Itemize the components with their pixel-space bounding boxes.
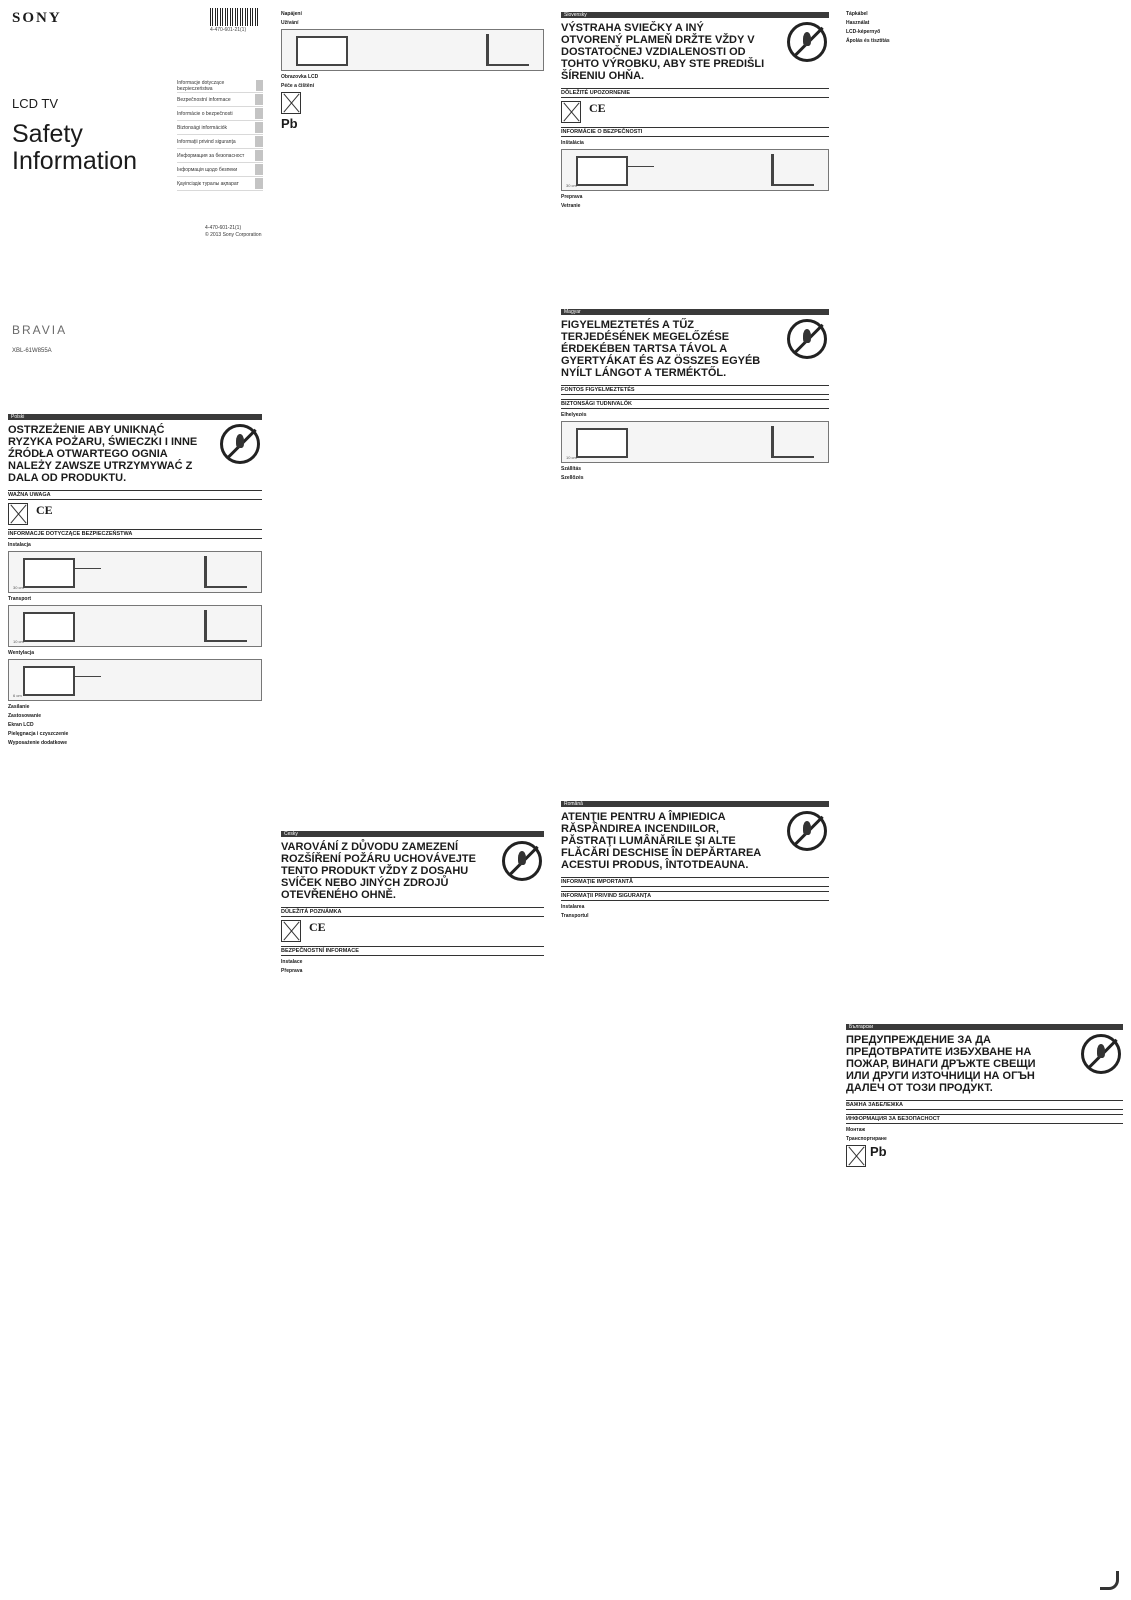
minor-heading: Obrazovka LCD (281, 74, 319, 80)
language-bar: Slovensky (561, 12, 829, 18)
document-code: 4-470-601-21(1) (205, 225, 242, 231)
warning-block (561, 22, 829, 82)
safety-info-heading: INFORMACJE DOTYCZĄCE BEZPIECZEŃSTWA (8, 529, 262, 539)
minor-heading: Užívání (281, 20, 299, 26)
minor-heading: Transportul (561, 913, 589, 919)
warning-heading: VÝSTRAHA SVIEČKY A INÝ OTVORENÝ PLAMEŇ DRŽTE VŽDY V DOSTATOČNEJ VZDIALENOSTI OD TOHTO VÝROBKU, ABY STE PREDIŠLI ŠÍRENIU OHŇA. (561, 22, 765, 82)
minor-heading: Přeprava (281, 968, 303, 974)
disposal-row (846, 1145, 1123, 1167)
language-list (177, 79, 263, 191)
battery-row (281, 117, 544, 131)
language-bar: Česky (281, 831, 544, 837)
ce-mark-icon: CE (309, 920, 326, 934)
language-item[interactable]: Informaţii privind siguranţa (177, 135, 263, 149)
ce-mark-icon: CE (36, 503, 53, 517)
minor-heading: Ápolás és tisztítás (846, 38, 890, 44)
language-item[interactable]: Biztonsági információk (177, 121, 263, 135)
notice-heading: FONTOS FIGYELMEZTETÉS (561, 385, 829, 395)
weee-bin-icon (846, 1145, 866, 1167)
column-1 (0, 0, 270, 1600)
notice-heading: DÔLEŽITÉ UPOZORNENIE (561, 88, 829, 98)
minor-heading: Inštalácia (561, 140, 584, 146)
no-open-flame-icon (787, 319, 827, 359)
cover-title-block (12, 96, 182, 175)
language-bar: Polski (8, 414, 262, 420)
sony-logo: SONY (12, 10, 62, 26)
warning-block (281, 841, 544, 901)
installation-figure: 30 cm (561, 149, 829, 191)
czech-section (281, 831, 544, 974)
weee-bin-icon (8, 503, 28, 525)
document-title-line2: Information (12, 147, 138, 175)
minor-heading: Zasilanie (8, 704, 30, 710)
column-2 (275, 0, 550, 1600)
warning-block (561, 319, 829, 379)
minor-heading: Транспортиране (846, 1136, 887, 1142)
minor-heading: Péče a čištění (281, 83, 315, 89)
minor-heading: Wyposażenie dodatkowe (8, 740, 68, 746)
warning-heading: OSTRZEŻENIE ABY UNIKNĄĆ RYZYKA POŻARU, ŚWIECZKI I INNE ŹRÓDŁA OTWARTEGO OGNIA NALEŻY ZAWSZE UTRZYMYWAĆ Z DALA OD PRODUKTU. (8, 424, 198, 484)
safety-info-heading: BEZPEČNOSTNÍ INFORMACE (281, 946, 544, 956)
warning-heading: ПРЕДУПРЕЖДЕНИЕ ЗА ДА ПРЕДОТВРАТИТЕ ИЗБУХВАНЕ НА ПОЖАР, ВИНАГИ ДРЪЖТЕ СВЕЩИ ИЛИ ДРУГИ ИЗТОЧНИЦИ НА ОГЪН ДАЛЕЧ ОТ ТОЗИ ПРОДУКТ. (846, 1034, 1036, 1094)
polish-section (8, 410, 262, 747)
minor-heading: Wentylacja (8, 650, 35, 656)
minor-heading: Instalarea (561, 904, 585, 910)
usage-figure (281, 29, 544, 71)
minor-heading: Elhelyezés (561, 412, 587, 418)
language-item[interactable]: Информация за безопасност (177, 149, 263, 163)
product-type: LCD TV (12, 96, 58, 111)
minor-heading: Instalace (281, 959, 303, 965)
notice-heading: INFORMAŢIE IMPORTANTĂ (561, 877, 829, 887)
lead-symbol-icon: Pb (281, 116, 298, 131)
column-3 (555, 0, 835, 1600)
minor-heading: Vetranie (561, 203, 581, 209)
hungarian-section (561, 309, 829, 481)
minor-heading: Монтаж (846, 1127, 866, 1133)
no-open-flame-icon (502, 841, 542, 881)
weee-bin-icon (281, 92, 301, 114)
bravia-logo: BRAVIA (12, 323, 68, 337)
romanian-section (561, 801, 829, 919)
minor-heading: Preprava (561, 194, 583, 200)
barcode (210, 8, 260, 26)
document-code-block (205, 225, 262, 239)
transport-figure: 10 cm (8, 605, 262, 647)
minor-heading: Instalacja (8, 542, 31, 548)
language-item[interactable]: Informacje dotyczące bezpieczeństwa (177, 79, 263, 93)
language-item[interactable]: Інформація щодо безпеки (177, 163, 263, 177)
language-bar: Български (846, 1024, 1123, 1030)
minor-heading: Zastosowanie (8, 713, 42, 719)
safety-info-heading: BIZTONSÁGI TUDNIVALÓK (561, 399, 829, 409)
barcode-number: 4-470-601-21(1) (210, 27, 247, 33)
column-4 (840, 0, 1131, 1600)
copyright: © 2013 Sony Corporation (205, 232, 262, 238)
installation-figure: 30 cm (8, 551, 262, 593)
warning-heading: VAROVÁNÍ Z DŮVODU ZAMEZENÍ ROZŠÍŘENÍ POŽÁRU UCHOVÁVEJTE TENTO PRODUKT VŽDY Z DOSAHU SVÍČEK NEBO JINÝCH ZDROJŮ OTEVŘENÉHO OHNĚ. (281, 841, 476, 901)
language-item[interactable]: Қауіпсіздік туралы ақпарат (177, 177, 263, 191)
page-curl-icon (1100, 1571, 1119, 1590)
no-open-flame-icon (1081, 1034, 1121, 1074)
safety-info-heading: ИНФОРМАЦИЯ ЗА БЕЗОПАСНОСТ (846, 1114, 1123, 1124)
ventilation-figure: 6 cm (8, 659, 262, 701)
lead-symbol-icon: Pb (870, 1144, 887, 1159)
warning-heading: FIGYELMEZTETÉS A TŰZ TERJEDÉSÉNEK MEGELŐZÉSE ÉRDEKÉBEN TARTSA TÁVOL A GYERTYÁKAT ÉS AZ ÖSSZES EGYÉB NYÍLT LÁNGOT A TERMÉKTŐL. (561, 319, 761, 379)
minor-heading: Szállítás (561, 466, 582, 472)
bulgarian-section (846, 1024, 1123, 1167)
warning-block (8, 424, 262, 484)
safety-info-heading: INFORMAŢII PRIVIND SIGURANŢA (561, 891, 829, 901)
minor-heading: Napájení (281, 11, 302, 17)
ce-mark-icon: CE (589, 101, 606, 115)
minor-heading: Ekran LCD (8, 722, 34, 728)
language-bar: Magyar (561, 309, 829, 315)
minor-heading: Pielęgnacja i czyszczenie (8, 731, 69, 737)
minor-heading: LCD-képernyő (846, 29, 881, 35)
minor-heading: Transport (8, 596, 32, 602)
compliance-row (281, 920, 544, 942)
notice-heading: DŮLEŽITÁ POZNÁMKA (281, 907, 544, 917)
no-open-flame-icon (787, 22, 827, 62)
minor-heading: Tápkábel (846, 11, 868, 17)
no-open-flame-icon (220, 424, 260, 464)
weee-bin-icon (561, 101, 581, 123)
minor-heading: Használat (846, 20, 870, 26)
language-item[interactable]: Informácie o bezpečnosti (177, 107, 263, 121)
safety-info-heading: INFORMÁCIE O BEZPEČNOSTI (561, 127, 829, 137)
document-title-line1: Safety (12, 120, 83, 148)
disposal-row (281, 92, 544, 114)
model-number: XBL-61W855A (12, 348, 52, 354)
minor-heading: Szellőzés (561, 475, 584, 481)
notice-heading: WAŻNA UWAGA (8, 490, 262, 500)
notice-heading: ВАЖНА ЗАБЕЛЕЖКА (846, 1100, 1123, 1110)
installation-figure: 10 cm (561, 421, 829, 463)
warning-block (561, 811, 829, 871)
language-bar: Română (561, 801, 829, 807)
warning-block (846, 1034, 1123, 1094)
no-open-flame-icon (787, 811, 827, 851)
compliance-row (8, 503, 262, 525)
compliance-row (561, 101, 829, 123)
language-item[interactable]: Bezpečnostní informace (177, 93, 263, 107)
warning-heading: ATENŢIE PENTRU A ÎMPIEDICA RĂSPÂNDIREA INCENDIILOR, PĂSTRAŢI LUMÂNĂRILE ŞI ALTE FLĂCĂRI DESCHISE ÎN DEPĂRTAREA ACESTUI PRODUS, ÎNTOTDEAUNA. (561, 811, 761, 871)
weee-bin-icon (281, 920, 301, 942)
